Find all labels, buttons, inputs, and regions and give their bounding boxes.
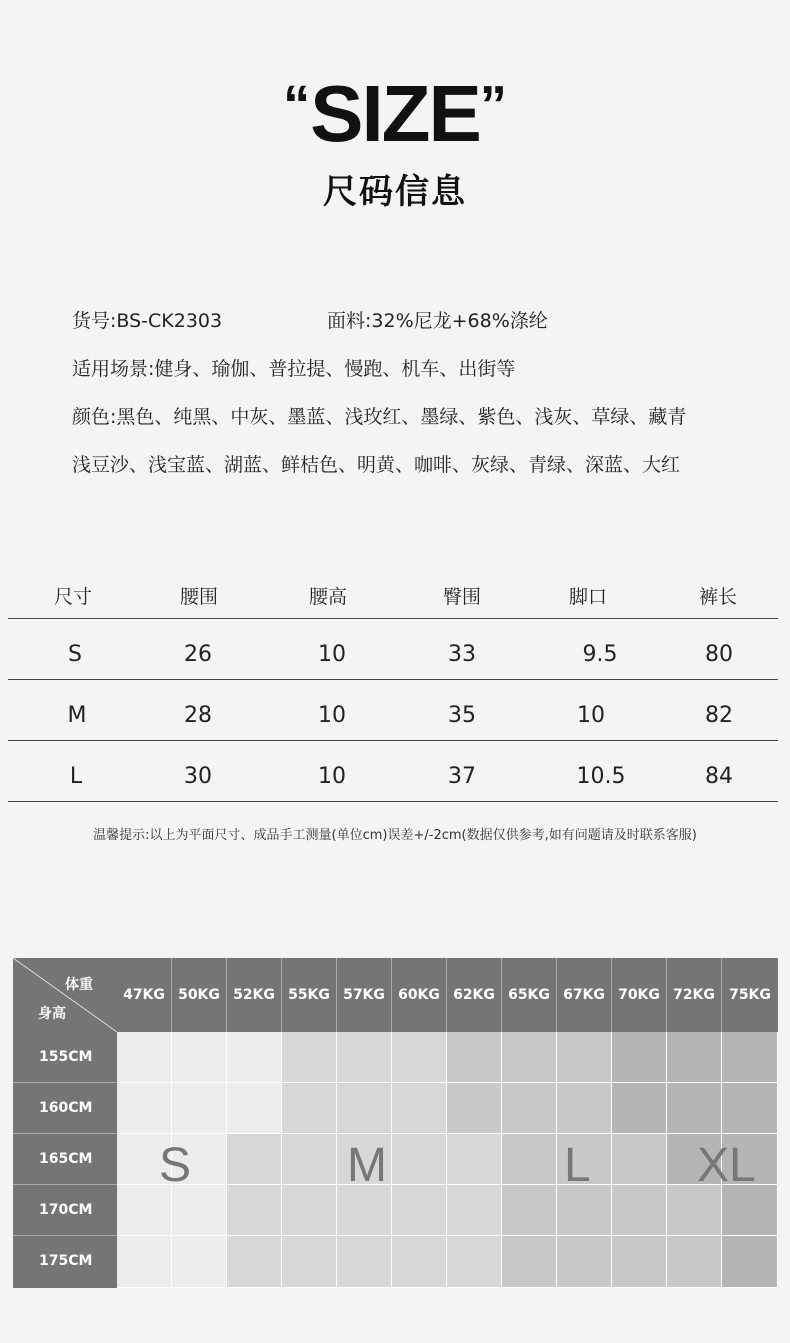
table-cell: 10 <box>577 703 605 728</box>
table-row <box>8 680 778 740</box>
grid-cell <box>282 1032 337 1083</box>
header-cell: 脚口 <box>568 586 607 608</box>
table-row <box>8 741 778 801</box>
corner-weight-label: 体重 <box>65 977 93 993</box>
height-header: 160CM <box>13 1083 117 1134</box>
weight-header: 47KG <box>117 958 172 1032</box>
grid-cell <box>172 1083 227 1134</box>
table-cell: 80 <box>705 642 733 667</box>
grid-cell <box>612 1134 667 1185</box>
colors-info-line2: 浅豆沙、浅宝蓝、湖蓝、鲜桔色、明黄、咖啡、灰绿、青绿、深蓝、大红 <box>72 454 681 476</box>
grid-cell <box>612 1032 667 1083</box>
page-subtitle: 尺码信息 <box>323 172 467 212</box>
scenes-info: 适用场景:健身、瑜伽、普拉提、慢跑、机车、出街等 <box>72 358 516 380</box>
grid-cell <box>392 1032 447 1083</box>
grid-cell <box>117 1236 172 1288</box>
header-cell: 尺寸 <box>53 586 92 608</box>
grid-cell <box>667 1032 722 1083</box>
table-cell: 28 <box>184 703 212 728</box>
size-label-l: L <box>564 1139 591 1192</box>
grid-cell <box>447 1236 502 1288</box>
table-cell: 10.5 <box>576 764 626 789</box>
table-cell: 37 <box>448 764 476 789</box>
grid-cell <box>337 1083 392 1134</box>
grid-cell <box>337 1236 392 1288</box>
table-cell: 30 <box>184 764 212 789</box>
grid-cell <box>502 1032 557 1083</box>
table-cell: S <box>68 642 82 667</box>
grid-cell <box>117 1083 172 1134</box>
grid-cell <box>722 1236 778 1288</box>
grid-cell <box>447 1032 502 1083</box>
grid-cell <box>612 1083 667 1134</box>
grid-cell <box>282 1236 337 1288</box>
table-cell: 33 <box>448 642 476 667</box>
grid-cell <box>612 1185 667 1236</box>
height-header: 170CM <box>13 1185 117 1236</box>
weight-header: 70KG <box>612 958 667 1032</box>
grid-cell <box>227 1083 282 1134</box>
grid-cell <box>282 1083 337 1134</box>
grid-cell <box>392 1236 447 1288</box>
table-cell: 26 <box>184 642 212 667</box>
grid-cell <box>502 1134 557 1185</box>
size-table <box>8 572 778 802</box>
grid-cell <box>447 1083 502 1134</box>
weight-header: 72KG <box>667 958 722 1032</box>
grid-cell <box>117 1032 172 1083</box>
grid-cell <box>722 1032 778 1083</box>
grid-cell <box>502 1083 557 1134</box>
size-label-xl: XL <box>697 1139 756 1192</box>
weight-header: 57KG <box>337 958 392 1032</box>
table-cell: 10 <box>318 642 346 667</box>
weight-header: 75KG <box>722 958 778 1032</box>
measurement-note: 温馨提示:以上为平面尺寸、成品手工测量(单位cm)误差+/-2cm(数据仅供参考,如有问题请及时联系客服) <box>93 828 697 843</box>
height-header: 165CM <box>13 1134 117 1185</box>
table-cell: L <box>69 764 83 789</box>
weight-header: 52KG <box>227 958 282 1032</box>
size-recommendation-grid <box>13 958 778 1288</box>
weight-header: 60KG <box>392 958 447 1032</box>
grid-cell <box>227 1236 282 1288</box>
grid-cell <box>557 1083 612 1134</box>
table-cell: 9.5 <box>582 642 618 667</box>
weight-header: 62KG <box>447 958 502 1032</box>
grid-cell <box>227 1185 282 1236</box>
table-cell: 84 <box>705 764 733 789</box>
table-cell: M <box>67 703 87 728</box>
weight-header: 65KG <box>502 958 557 1032</box>
size-label-m: M <box>347 1139 387 1192</box>
table-cell: 10 <box>318 703 346 728</box>
header-cell: 腰围 <box>179 586 218 608</box>
table-cell: 35 <box>448 703 476 728</box>
grid-cell <box>392 1083 447 1134</box>
grid-cell <box>172 1236 227 1288</box>
height-header: 175CM <box>13 1236 117 1288</box>
grid-cell <box>172 1032 227 1083</box>
title-text: SIZE <box>310 69 480 158</box>
grid-cell <box>447 1185 502 1236</box>
page-title <box>0 60 790 158</box>
grid-corner <box>13 958 117 1032</box>
close-quote: ” <box>479 75 507 135</box>
grid-cell <box>392 1185 447 1236</box>
table-cell: 10 <box>318 764 346 789</box>
open-quote: “ <box>283 75 311 135</box>
grid-cell <box>227 1134 282 1185</box>
weight-header: 67KG <box>557 958 612 1032</box>
weight-header: 50KG <box>172 958 227 1032</box>
table-cell: 82 <box>705 703 733 728</box>
colors-info-line1: 颜色:黑色、纯黑、中灰、墨蓝、浅玫红、墨绿、紫色、浅灰、草绿、藏青 <box>72 406 687 428</box>
grid-cell <box>227 1032 282 1083</box>
grid-cell <box>502 1236 557 1288</box>
size-label-s: S <box>159 1139 192 1192</box>
header-cell: 臀围 <box>442 586 481 608</box>
grid-cell <box>557 1032 612 1083</box>
grid-cell <box>667 1083 722 1134</box>
grid-cell <box>722 1083 778 1134</box>
grid-cell <box>667 1236 722 1288</box>
weight-header: 55KG <box>282 958 337 1032</box>
fabric-info: 面料:32%尼龙+68%涤纶 <box>327 310 548 332</box>
grid-cell <box>612 1236 667 1288</box>
grid-cell <box>447 1134 502 1185</box>
corner-height-label: 身高 <box>38 1006 66 1022</box>
grid-cell <box>282 1134 337 1185</box>
item-number: 货号:BS-CK2303 <box>72 310 223 332</box>
size-table-header <box>8 572 778 618</box>
grid-cell <box>337 1032 392 1083</box>
grid-cell <box>502 1185 557 1236</box>
header-cell: 腰高 <box>308 586 347 608</box>
grid-cell <box>392 1134 447 1185</box>
height-header: 155CM <box>13 1032 117 1083</box>
header-cell: 裤长 <box>698 586 737 608</box>
table-row <box>8 619 778 679</box>
grid-cell <box>282 1185 337 1236</box>
grid-cell <box>557 1236 612 1288</box>
